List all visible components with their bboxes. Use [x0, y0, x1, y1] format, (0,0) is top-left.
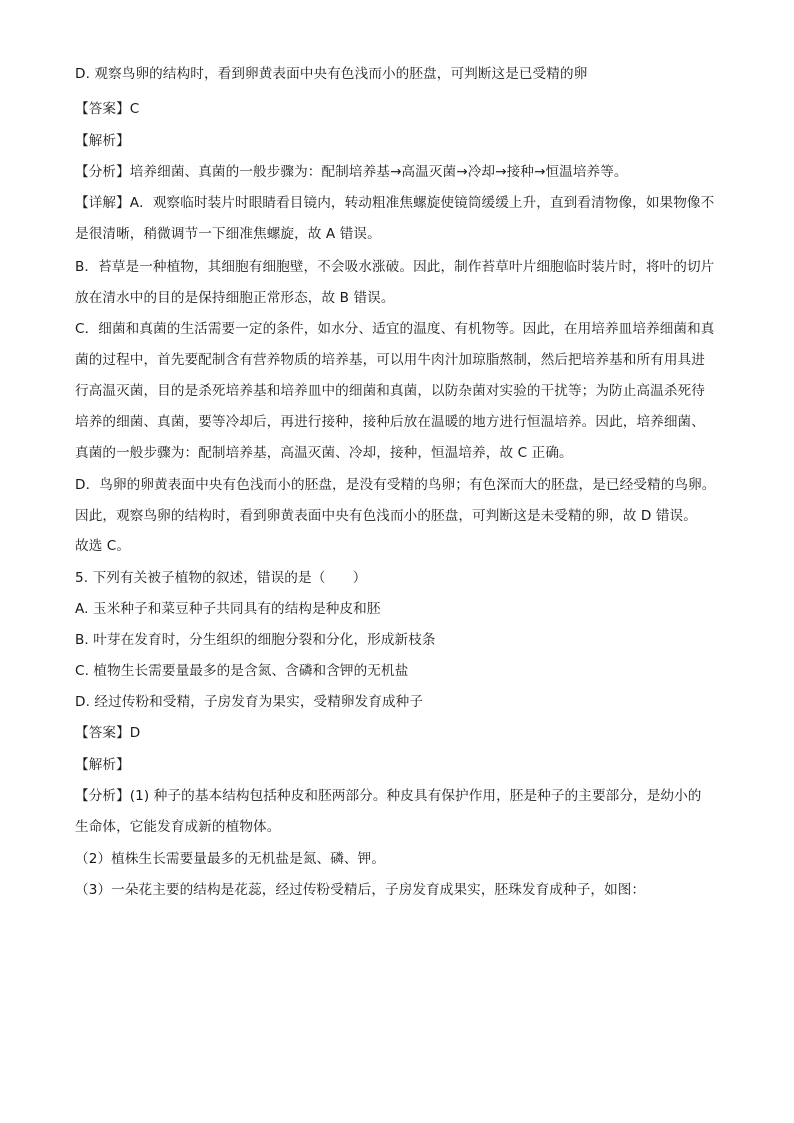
q4-fenxi: 【分析】培养细菌、真菌的一般步骤为：配制培养基→高温灭菌→冷却→接种→恒温培养等。 [75, 164, 628, 180]
q4-d-line-2: 因此，观察鸟卵的结构时，看到卵黄表面中央有色浅而小的胚盘，可判断这是未受精的卵，故 D 错误。 [75, 508, 697, 524]
q4-c-line-1: C．细菌和真菌的生活需要一定的条件，如水分、适宜的温度、有机物等。因此，在用培养皿培养细菌和真 [75, 321, 715, 337]
q5-option-d: D. 经过传粉和受精，子房发育为果实，受精卵发育成种子 [75, 694, 424, 710]
q5-fenxi-line-2: 生命体，它能发育成新的植物体。 [75, 819, 281, 835]
q4-c-line-2: 菌的过程中，首先要配制含有营养物质的培养基，可以用牛肉汁加琼脂熬制，然后把培养基和所有用具进 [75, 352, 705, 368]
q4-c-line-4: 培养的细菌、真菌，要等冷却后，再进行接种，接种后放在温暖的地方进行恒温培养。因此，培养细菌、 [75, 414, 705, 430]
q4-xiangjie-line-1: 【详解】A．观察临时装片时眼睛看目镜内，转动粗准焦螺旋使镜筒缓缓上升，直到看清物像，如果物像不 [75, 195, 715, 211]
q5-stem: 5. 下列有关被子植物的叙述，错误的是（ ） [75, 570, 367, 586]
q5-fenxi-line-4: （3）一朵花主要的结构是花蕊，经过传粉受精后，子房发育成果实，胚珠发育成种子，如图： [75, 882, 646, 898]
q4-c-line-3: 行高温灭菌，目的是杀死培养基和培养皿中的细菌和真菌，以防杂菌对实验的干扰等；为防止高温杀死待 [75, 383, 705, 399]
q5-option-c: C. 植物生长需要量最多的是含氮、含磷和含钾的无机盐 [75, 663, 409, 679]
q4-option-d: D. 观察鸟卵的结构时，看到卵黄表面中央有色浅而小的胚盘，可判断这是已受精的卵 [75, 66, 588, 82]
q5-option-b: B. 叶芽在发育时，分生组织的细胞分裂和分化，形成新枝条 [75, 632, 436, 648]
q5-analysis-label: 【解析】 [75, 757, 130, 773]
q4-xiangjie-line-2: 是很清晰，稍微调节一下细准焦螺旋，故 A 错误。 [75, 226, 381, 242]
q4-d-line-1: D．鸟卵的卵黄表面中央有色浅而小的胚盘，是没有受精的鸟卵；有色深而大的胚盘，是已经受精的鸟卵。 [75, 477, 716, 493]
q4-answer: 【答案】C [75, 101, 140, 117]
q5-fenxi-line-3: （2）植株生长需要量最多的无机盐是氮、磷、钾。 [75, 851, 386, 867]
q5-option-a: A. 玉米种子和菜豆种子共同具有的结构是种皮和胚 [75, 601, 381, 617]
q5-answer: 【答案】D [75, 725, 141, 741]
q4-b-line-2: 放在清水中的目的是保持细胞正常形态，故 B 错误。 [75, 290, 395, 306]
q5-fenxi-line-1: 【分析】(1) 种子的基本结构包括种皮和胚两部分。种皮具有保护作用，胚是种子的主要部分，是幼小的 [75, 788, 702, 804]
q4-analysis-label: 【解析】 [75, 133, 130, 149]
q4-conclusion: 故选 C。 [75, 538, 131, 554]
q4-b-line-1: B．苔草是一种植物，其细胞有细胞壁，不会吸水涨破。因此，制作苔草叶片细胞临时装片时，将叶的切片 [75, 259, 715, 275]
q4-c-line-5: 真菌的一般步骤为：配制培养基，高温灭菌、冷却，接种，恒温培养，故 C 正确。 [75, 445, 573, 461]
